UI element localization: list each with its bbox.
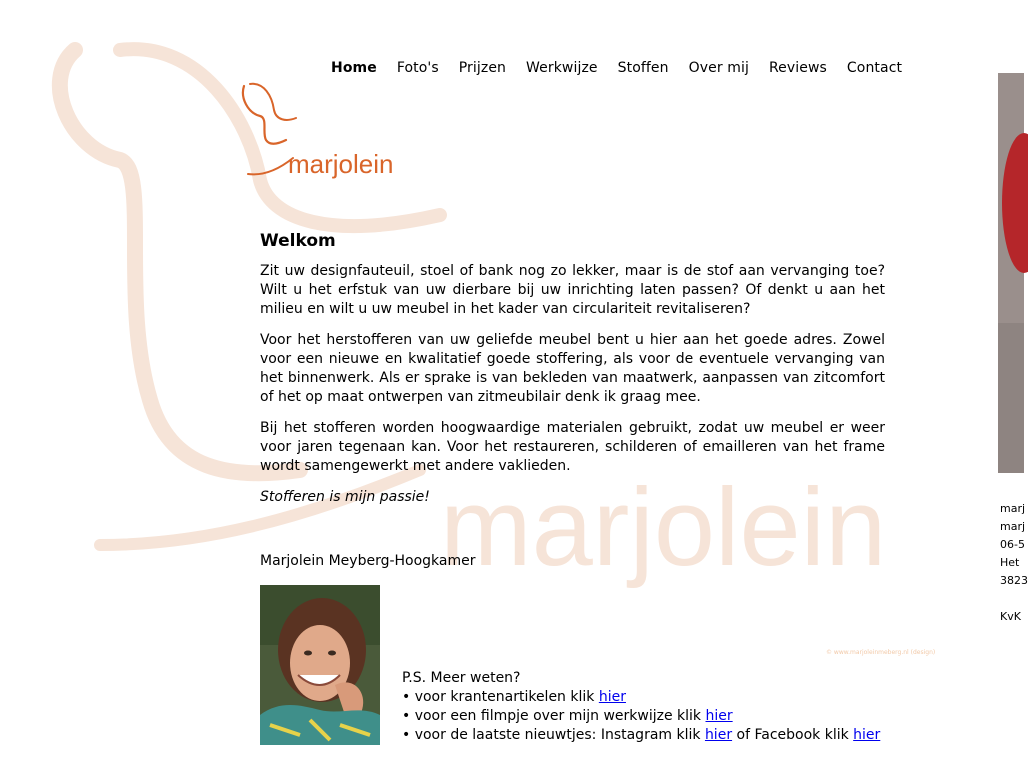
ps-line-newspaper: • voor krantenartikelen klik hier [402, 689, 626, 705]
nav-werkwijze[interactable]: Werkwijze [526, 60, 598, 76]
sidebar-info-line [1000, 590, 1024, 608]
ps-section [402, 669, 880, 745]
portrait-photo [260, 585, 380, 745]
nav-prijzen[interactable]: Prijzen [458, 60, 507, 76]
video-link[interactable]: hier [705, 708, 733, 724]
sidebar-info-line: marj [1000, 520, 1026, 533]
sidebar-contact-info [1000, 500, 1028, 626]
nav-stoffen[interactable]: Stoffen [617, 60, 669, 76]
sidebar-info-line: 06-5 [1000, 538, 1025, 551]
instagram-link[interactable]: hier [704, 727, 733, 743]
sidebar-info-line: marj [1000, 502, 1026, 515]
signature: Marjolein Meyberg-Hoogkamer [260, 553, 476, 569]
tagline: Stofferen is mijn passie! [260, 489, 430, 505]
main-navigation [331, 60, 922, 76]
newspaper-articles-link[interactable]: hier [598, 689, 626, 705]
ps-line-video: • voor een filmpje over mijn werkwijze klik hier [402, 708, 733, 724]
nav-contact[interactable]: Contact [846, 60, 903, 76]
nav-home[interactable]: Home [331, 60, 377, 76]
watermark-text: marjolein [440, 466, 887, 589]
facebook-link[interactable]: hier [853, 727, 881, 743]
sidebar-info-line: KvK [1000, 610, 1021, 623]
ps-line-social: • voor de laatste nieuwtjes: Instagram klik hier of Facebook klik hier [402, 727, 881, 743]
nav-over-mij[interactable]: Over mij [688, 60, 749, 76]
intro-paragraph-3: Bij het stofferen worden hoogwaardige materialen gebruikt, zodat uw meubel er weer voor jaren tegenaan kan. Voor het restaureren, schilderen of emailleren van het frame wordt samengewerkt met andere vaklieden. [260, 420, 885, 474]
sidebar-info-line: Het [1000, 556, 1020, 569]
logo-text: marjolein [288, 149, 394, 179]
main-content [260, 230, 885, 519]
sidebar-chair-photo [998, 73, 1024, 473]
sidebar-info-line: 3823 [1000, 574, 1028, 587]
copyright-text: © www.marjoleinmeberg.nl (design) [826, 649, 936, 656]
intro-paragraph-2: Voor het herstofferen van uw geliefde meubel bent u hier aan het goede adres. Zowel voor een nieuwe en kwalitatief goede stoffering, als voor de eventuele vervanging van het binnenwerk. Als er sprake is van bekleden van maatwerk, aanpassen van zitcomfort of het op maat ontwerpen van zitmeubilair denk ik graag mee. [260, 332, 885, 405]
marjolein-logo[interactable] [238, 78, 408, 188]
ps-heading: P.S. Meer weten? [402, 670, 521, 686]
nav-fotos[interactable]: Foto's [396, 60, 439, 76]
intro-paragraph-1: Zit uw designfauteuil, stoel of bank nog zo lekker, maar is de stof aan vervanging toe? Wilt u het erfstuk van uw dierbare bij uw inrichting laten passen? Of denkt u aan het milieu en wilt u uw meubel in het kader van circulariteit revitaliseren? [260, 263, 885, 317]
nav-reviews[interactable]: Reviews [768, 60, 827, 76]
page-title: Welkom [260, 231, 336, 251]
